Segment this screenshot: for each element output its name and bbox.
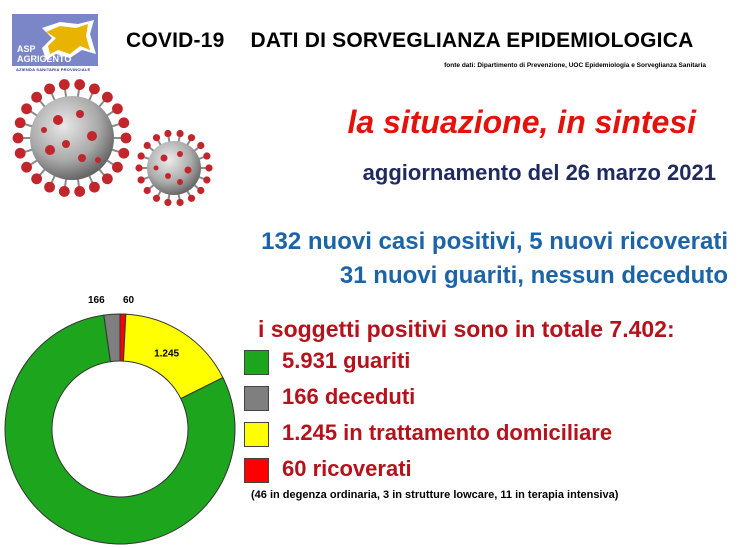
- legend-swatch: [244, 350, 269, 375]
- daily-line-2: 31 nuovi guariti, nessun deceduto: [339, 262, 728, 289]
- legend-label: 1.245 in trattamento domiciliare: [282, 420, 613, 445]
- asp-logo: [12, 14, 98, 72]
- virus-icon-large: [10, 78, 134, 198]
- title-covid: COVID-19: [126, 29, 225, 52]
- page-title: [126, 29, 693, 53]
- legend-label: 60 ricoverati: [282, 456, 412, 481]
- chart-slices: [5, 314, 235, 544]
- hospital-breakdown-note: (46 in degenza ordinaria, 3 in strutture lowcare, 11 in terapia intensiva): [251, 489, 619, 501]
- legend-label: 5.931 guariti: [282, 348, 411, 373]
- daily-line-1: 132 nuovi casi positivi, 5 nuovi ricoverati: [261, 228, 728, 255]
- logo-line1: ASP: [17, 44, 36, 54]
- donut-label-ricoverati: 60: [123, 295, 135, 306]
- title-surveillance: DATI DI SORVEGLIANZA EPIDEMIOLOGICA: [250, 29, 694, 52]
- logo-subtitle: AZIENDA SANITARIA PROVINCIALE: [16, 67, 91, 72]
- update-date: aggiornamento del 26 marzo 2021: [362, 160, 716, 185]
- legend-swatch: [244, 422, 269, 447]
- legend-label: 166 deceduti: [282, 384, 416, 409]
- headline: la situazione, in sintesi: [347, 104, 696, 140]
- totals-heading: i soggetti positivi sono in totale 7.402:: [258, 316, 675, 342]
- donut-label-deceduti: 166: [88, 295, 105, 306]
- legend-swatch: [244, 458, 269, 483]
- donut-label-in: 1.245: [154, 348, 180, 360]
- data-source: fonte dati: Dipartimento di Prevenzione, UOC Epidemiologia e Sorveglianza Sanitaria: [444, 62, 706, 69]
- virus-icon-small: [132, 128, 216, 208]
- legend-swatch: [244, 386, 269, 411]
- logo-line2: AGRIGENTO: [17, 54, 72, 64]
- donut-chart: [0, 290, 240, 548]
